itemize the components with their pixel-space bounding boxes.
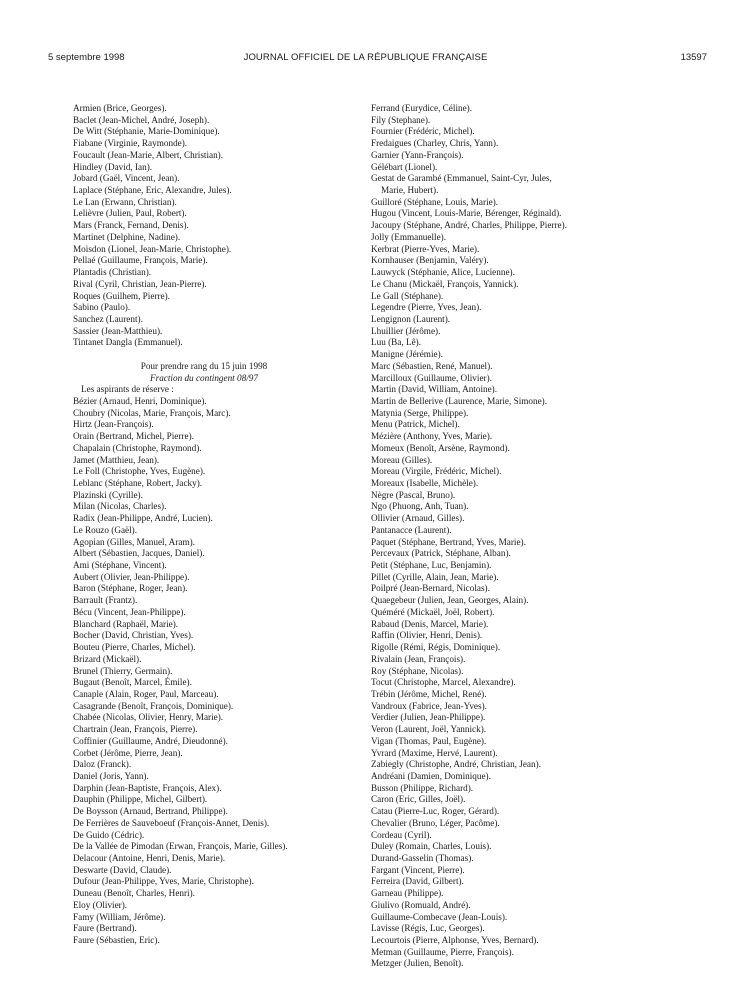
list-item: Rival (Cyril, Christian, Jean-Pierre). <box>73 278 207 289</box>
list-item: Fily (Stephane). <box>371 114 431 125</box>
list-item: Ollivier (Arnaud, Gilles). <box>371 513 465 524</box>
list-item: De Witt (Stéphanie, Marie-Dominique). <box>73 126 220 137</box>
list-item: Paquet (Stéphane, Bertrand, Yves, Marie). <box>371 536 526 547</box>
list-item: Metzger (Julien, Benoît). <box>371 958 464 969</box>
list-item: Moreau (Gilles). <box>371 454 433 465</box>
list-item: Le Chanu (Mickaël, François, Yannick). <box>371 278 519 289</box>
list-item: Darphin (Jean-Baptiste, François, Alex). <box>73 782 222 793</box>
list-item: Zabiegly (Christophe, André, Christian, Jean). <box>371 759 541 770</box>
list-item: Eloy (Olivier). <box>73 899 128 910</box>
list-item: Deswarte (David, Claude). <box>73 864 172 875</box>
list-item: Bécu (Vincent, Jean-Philippe). <box>73 606 186 617</box>
list-item: Bouteu (Pierre, Charles, Michel). <box>73 642 196 653</box>
list-item: Pillet (Cyrille, Alain, Jean, Marie). <box>371 571 499 582</box>
list-item: Mars (Franck, Fernand, Denis). <box>73 220 189 231</box>
list-item: Casagrande (Benoît, François, Dominique). <box>73 700 234 711</box>
list-item: De Guido (Cédric). <box>73 829 145 840</box>
list-item: Brunel (Thierry, Germain). <box>73 665 173 676</box>
list-item: Guilloré (Stéphane, Louis, Marie). <box>371 196 499 207</box>
list-item: Orain (Bertrand, Michel, Pierre). <box>73 431 194 442</box>
list-item: Menu (Patrick, Michel). <box>371 419 460 430</box>
list-item: Marc (Sébastien, René, Manuel). <box>371 360 493 371</box>
list-item: Metman (Guillaume, Pierre, François). <box>371 946 514 957</box>
list-item: Manigne (Jérémie). <box>371 349 443 360</box>
list-item: Corbet (Jérôme, Pierre, Jean). <box>73 747 183 758</box>
list-item: Sanchez (Laurent). <box>73 313 143 324</box>
list-item: Milan (Nicolas, Charles). <box>73 501 167 512</box>
list-item: Armien (Brice, Georges). <box>73 103 167 113</box>
list-item: Lelièvre (Julien, Paul, Robert). <box>73 208 187 219</box>
section-heading: Pour prendre rang du 15 juin 1998 <box>140 360 268 371</box>
list-item: Marie, Hubert). <box>381 185 439 196</box>
list-item: Hugou (Vincent, Louis-Marie, Bérenger, Réginald). <box>371 208 562 219</box>
list-item: Lhuillier (Jérôme). <box>371 325 441 336</box>
list-item: Daniel (Joris, Yann). <box>73 770 149 781</box>
list-item: Jacoupy (Stéphane, André, Charles, Philippe, Pierre). <box>371 220 567 231</box>
list-item: Pantanacce (Laurent). <box>371 524 452 535</box>
list-item: Le Rouzo (Gaël). <box>73 524 138 535</box>
list-item: Chevalier (Bruno, Léger, Pacôme). <box>371 817 500 828</box>
list-item: Martinet (Delphine, Nadine). <box>73 231 181 242</box>
list-item: Dufour (Jean-Philippe, Yves, Marie, Christophe). <box>73 876 254 887</box>
list-item: Radix (Jean-Philippe, André, Lucien). <box>73 513 213 524</box>
list-item: Barrault (Frantz). <box>73 595 138 606</box>
list-item: Sabino (Paulo). <box>73 302 131 313</box>
list-item: Jobard (Gaël, Vincent, Jean). <box>73 173 180 184</box>
list-item: De Ferrières de Sauveboeuf (François-Annet, Denis). <box>73 817 270 828</box>
list-item: Quéméré (Mickaël, Joël, Robert). <box>371 606 495 617</box>
list-item: Tintanet Dangla (Emmanuel). <box>73 337 183 348</box>
list-item: Le Foll (Christophe, Yves, Eugène). <box>73 466 206 477</box>
list-item: Luu (Ba, Lê). <box>371 337 422 348</box>
list-item: Rigolle (Rémi, Régis, Dominique). <box>371 642 501 653</box>
list-item: Gestat de Garambé (Emmanuel, Saint-Cyr, Jules, <box>371 173 552 184</box>
list-item: Legendre (Pierre, Yves, Jean). <box>371 302 482 313</box>
header-date: 5 septembre 1998 <box>48 52 125 63</box>
list-item: Bocher (David, Christian, Yves). <box>73 630 194 641</box>
list-item: Coffinier (Guillaume, André, Dieudonné). <box>73 735 228 746</box>
right-column <box>371 103 671 970</box>
list-item: De la Vallée de Pimodan (Erwan, François, Marie, Gilles). <box>73 841 288 852</box>
list-item: Marcilloux (Guillaume, Olivier). <box>371 372 492 383</box>
list-item: Aubert (Olivier, Jean-Philippe). <box>73 571 190 582</box>
list-item: Verdier (Julien, Jean-Philippe). <box>371 712 486 723</box>
list-item: Vigan (Thomas, Paul, Eugène). <box>371 735 487 746</box>
list-item: Kornhauser (Benjamin, Valéry). <box>371 255 489 266</box>
list-item: Laplace (Stéphane, Eric, Alexandre, Jules). <box>73 185 232 196</box>
list-item: Ngo (Phuong, Anh, Tuan). <box>371 501 469 512</box>
section-intro: Les aspirants de réserve : <box>81 384 174 395</box>
list-item: Rabaud (Denis, Marcel, Marie). <box>371 618 489 629</box>
list-item: Baclet (Jean-Michel, André, Joseph). <box>73 114 210 125</box>
list-item: Percevaux (Patrick, Stéphane, Alban). <box>371 548 511 559</box>
list-item: Tocut (Christophe, Marcel, Alexandre). <box>371 677 516 688</box>
list-item: Fiabane (Virginie, Raymonde). <box>73 138 188 149</box>
list-item: Faure (Bertrand). <box>73 923 137 934</box>
list-item: Duneau (Benoît, Charles, Henri). <box>73 888 195 899</box>
list-item: Roques (Guilhem, Pierre). <box>73 290 170 301</box>
list-item: Sassier (Jean-Matthieu). <box>73 325 163 336</box>
list-item: Busson (Philippe, Richard). <box>371 782 474 793</box>
list-item: Caron (Eric, Gilles, Joël). <box>371 794 466 805</box>
header-page-number: 13597 <box>680 52 707 63</box>
list-item: Leblanc (Stéphane, Robert, Jacky). <box>73 478 203 488</box>
list-item: Chartrain (Jean, François, Pierre). <box>73 724 198 735</box>
list-item: Canaple (Alain, Roger, Paul, Marceau). <box>73 688 219 699</box>
list-item: Bézier (Arnaud, Henri, Dominique). <box>73 395 207 406</box>
list-item: Bugaut (Benoît, Marcel, Émile). <box>73 677 192 688</box>
list-item: Fredaigues (Charley, Chris, Yann). <box>371 138 499 149</box>
list-item: Cordeau (Cyril). <box>371 829 432 840</box>
list-item: Faure (Sébastien, Eric). <box>73 935 160 946</box>
list-item: Giulivo (Romuald, André). <box>371 899 471 910</box>
list-item: Pellaé (Guillaume, François, Marie). <box>73 255 208 266</box>
list-item: Chabée (Nicolas, Olivier, Henry, Marie). <box>73 712 224 723</box>
list-item: Lecourtois (Pierre, Alphonse, Yves, Bernard). <box>371 935 539 946</box>
list-item: Matynia (Serge, Philippe). <box>371 407 469 418</box>
list-item: Foucault (Jean-Marie, Albert, Christian). <box>73 149 224 160</box>
list-item: Fournier (Frédéric, Michel). <box>371 126 475 137</box>
list-item: Catau (Pierre-Luc, Roger, Gérard). <box>371 806 500 817</box>
list-item: Vandroux (Fabrice, Jean-Yves). <box>371 700 487 711</box>
section-subheading: Fraction du contingent 08/97 <box>150 372 258 383</box>
list-item: Choubry (Nicolas, Marie, François, Marc). <box>73 407 231 418</box>
list-item: Durand-Gasselin (Thomas). <box>371 853 474 863</box>
list-item: Plazinski (Cyrille). <box>73 489 143 500</box>
list-item: Martin de Bellerive (Laurence, Marie, Simone). <box>371 395 548 406</box>
list-item: Nègre (Pascal, Bruno). <box>371 489 456 500</box>
list-item: Lauwyck (Stéphanie, Alice, Lucienne). <box>371 267 515 278</box>
list-item: Daloz (Franck). <box>73 759 132 770</box>
list-item: Trébin (Jérôme, Michel, René). <box>371 688 487 699</box>
list-item: Dauphin (Philippe, Michel, Gilbert). <box>73 794 208 805</box>
left-column <box>73 103 351 947</box>
list-item: Agopian (Gilles, Manuel, Aram). <box>73 536 195 547</box>
list-item: Albert (Sébastien, Jacques, Daniel). <box>73 548 205 559</box>
list-item: Baron (Stéphane, Roger, Jean). <box>73 583 188 594</box>
list-item: Blanchard (Raphaël, Marie). <box>73 618 179 629</box>
list-item: Ferrand (Eurydice, Céline). <box>371 103 473 113</box>
list-item: Gélébart (Lionel). <box>371 161 438 172</box>
list-item: Garneau (Philippe). <box>371 888 444 899</box>
list-item: Petit (Stéphane, Luc, Benjamin). <box>371 560 492 571</box>
list-item: Le Lan (Erwann, Christian). <box>73 196 177 207</box>
list-item: Guillaume-Combecave (Jean-Louis). <box>371 911 508 922</box>
list-item: Moreau (Virgile, Frédéric, Michel). <box>371 466 502 477</box>
list-item: Raffin (Olivier, Henri, Denis). <box>371 630 483 641</box>
list-item: Martin (David, William, Antoine). <box>371 384 498 395</box>
list-item: De Boysson (Arnaud, Bertrand, Philippe). <box>73 806 228 817</box>
list-item: Jolly (Emmanuelle). <box>371 231 447 242</box>
list-item: Momeux (Benoît, Arsène, Raymond). <box>371 442 510 453</box>
list-item: Fargant (Vincent, Pierre). <box>371 864 465 875</box>
list-item: Hirtz (Jean-François). <box>73 419 154 430</box>
list-item: Moreaux (Isabelle, Michèle). <box>371 478 479 488</box>
list-item: Ami (Stéphane, Vincent). <box>73 560 167 571</box>
list-item: Delacour (Antoine, Henri, Denis, Marie). <box>73 853 226 863</box>
list-item: Ferreira (David, Gilbert). <box>371 876 464 887</box>
list-item: Veron (Laurent, Joël, Yannick). <box>371 724 487 735</box>
list-item: Chapalain (Christophe, Raymond). <box>73 442 202 453</box>
list-item: Rivalain (Jean, François). <box>371 653 466 664</box>
list-item: Kerbrat (Pierre-Yves, Marie). <box>371 243 480 254</box>
header-title: JOURNAL OFFICIEL DE LA RÉPUBLIQUE FRANÇAISE <box>243 52 488 63</box>
list-item: Duley (Romain, Charles, Louis). <box>371 841 492 852</box>
list-item: Moisdon (Lionel, Jean-Marie, Christophe). <box>73 243 232 254</box>
list-item: Poilpré (Jean-Bernard, Nicolas). <box>371 583 490 594</box>
list-item: Quaegebeur (Julien, Jean, Georges, Alain). <box>371 595 529 606</box>
list-item: Brizard (Mickaël). <box>73 653 142 664</box>
list-item: Roy (Stéphane, Nicolas). <box>371 665 464 676</box>
list-item: Lavisse (Régis, Luc, Georges). <box>371 923 485 934</box>
list-item: Yvrard (Maxime, Hervé, Laurent). <box>371 747 498 758</box>
list-item: Jamet (Matthieu, Jean). <box>73 454 160 465</box>
list-item: Le Gall (Stéphane). <box>371 290 444 301</box>
list-item: Plantadis (Christian). <box>73 267 152 278</box>
list-item: Mézière (Anthony, Yves, Marie). <box>371 431 493 442</box>
list-item: Lengignon (Laurent). <box>371 313 451 324</box>
list-item: Hindley (David, Ian). <box>73 161 153 172</box>
list-item: Famy (William, Jérôme). <box>73 911 166 922</box>
list-item: Garnier (Yann-François). <box>371 149 464 160</box>
list-item: Andréani (Damien, Dominique). <box>371 770 491 781</box>
